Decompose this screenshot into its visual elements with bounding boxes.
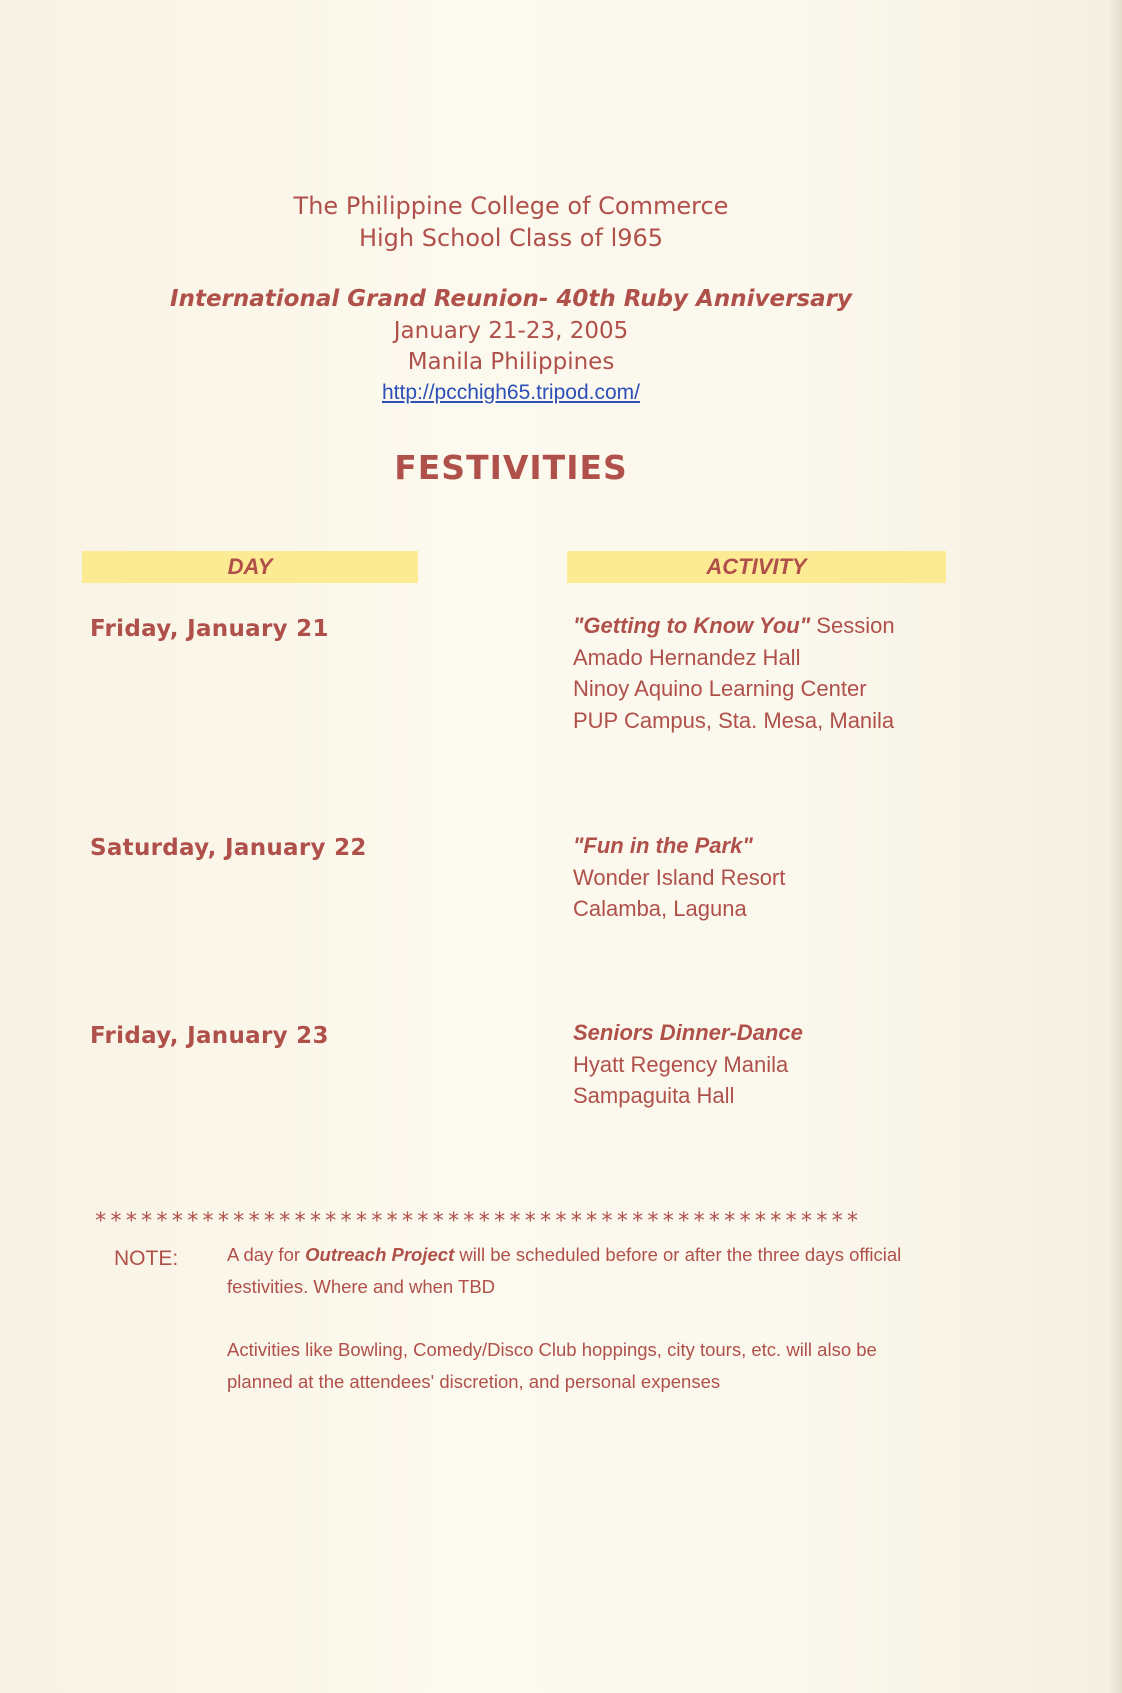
- schedule-day: Friday, January 23: [90, 1023, 329, 1049]
- activity-venue: Amado Hernandez Hall: [573, 644, 801, 670]
- event-dates: January 21-23, 2005: [393, 318, 629, 344]
- note-text: A day for: [227, 1244, 306, 1265]
- activity-title-line: [573, 830, 785, 862]
- class-year: High School Class of l965: [358, 224, 664, 252]
- school-heading: [0, 190, 1022, 254]
- event-title: International Grand Reunion- 40th Ruby Anniversary: [170, 286, 852, 312]
- activity-title: Seniors Dinner-Dance: [573, 1020, 803, 1045]
- schedule-activity: [573, 610, 895, 736]
- schedule-day: Friday, January 21: [90, 616, 329, 642]
- activity-title-suffix: Session: [810, 613, 895, 638]
- section-title: FESTIVITIES: [394, 448, 628, 487]
- note-paragraph-activities: Activities like Bowling, Comedy/Disco Club hoppings, city tours, etc. will also be planned at the attendees' discretion, and personal expenses: [227, 1339, 877, 1392]
- event-location: Manila Philippines: [407, 349, 615, 375]
- note-text: will be scheduled before or after the three days official festivities. Where and when TBD: [227, 1244, 902, 1297]
- activity-venue: Wonder Island Resort: [573, 864, 786, 890]
- asterisk-divider: **************************************************: [94, 1209, 862, 1234]
- note-label: NOTE:: [114, 1247, 179, 1270]
- activity-venue: Ninoy Aquino Learning Center: [573, 676, 867, 701]
- outreach-project-emphasis: Outreach Project: [305, 1244, 455, 1265]
- activity-title-line: [573, 610, 895, 642]
- activity-venue: Hyatt Regency Manila: [573, 1051, 789, 1077]
- schedule-activity: [573, 1017, 803, 1112]
- schedule-day: Saturday, January 22: [90, 835, 367, 861]
- paper-edge: [1108, 0, 1122, 1693]
- activity-column-header: ACTIVITY: [567, 551, 946, 583]
- school-name: The Philippine College of Commerce: [293, 192, 729, 220]
- activity-title-line: [573, 1017, 803, 1049]
- activity-venue: PUP Campus, Sta. Mesa, Manila: [573, 707, 895, 733]
- day-column-header: DAY: [82, 551, 418, 583]
- event-details: [0, 316, 1022, 378]
- website-link[interactable]: http://pcchigh65.tripod.com/: [382, 381, 640, 404]
- activity-venue: Sampaguita Hall: [573, 1083, 735, 1108]
- activity-title: "Getting to Know You": [573, 613, 811, 638]
- note-paragraph-outreach: [227, 1239, 947, 1303]
- schedule-activity: [573, 830, 785, 925]
- activity-venue: Calamba, Laguna: [573, 896, 747, 921]
- activity-title: "Fun in the Park": [573, 833, 753, 858]
